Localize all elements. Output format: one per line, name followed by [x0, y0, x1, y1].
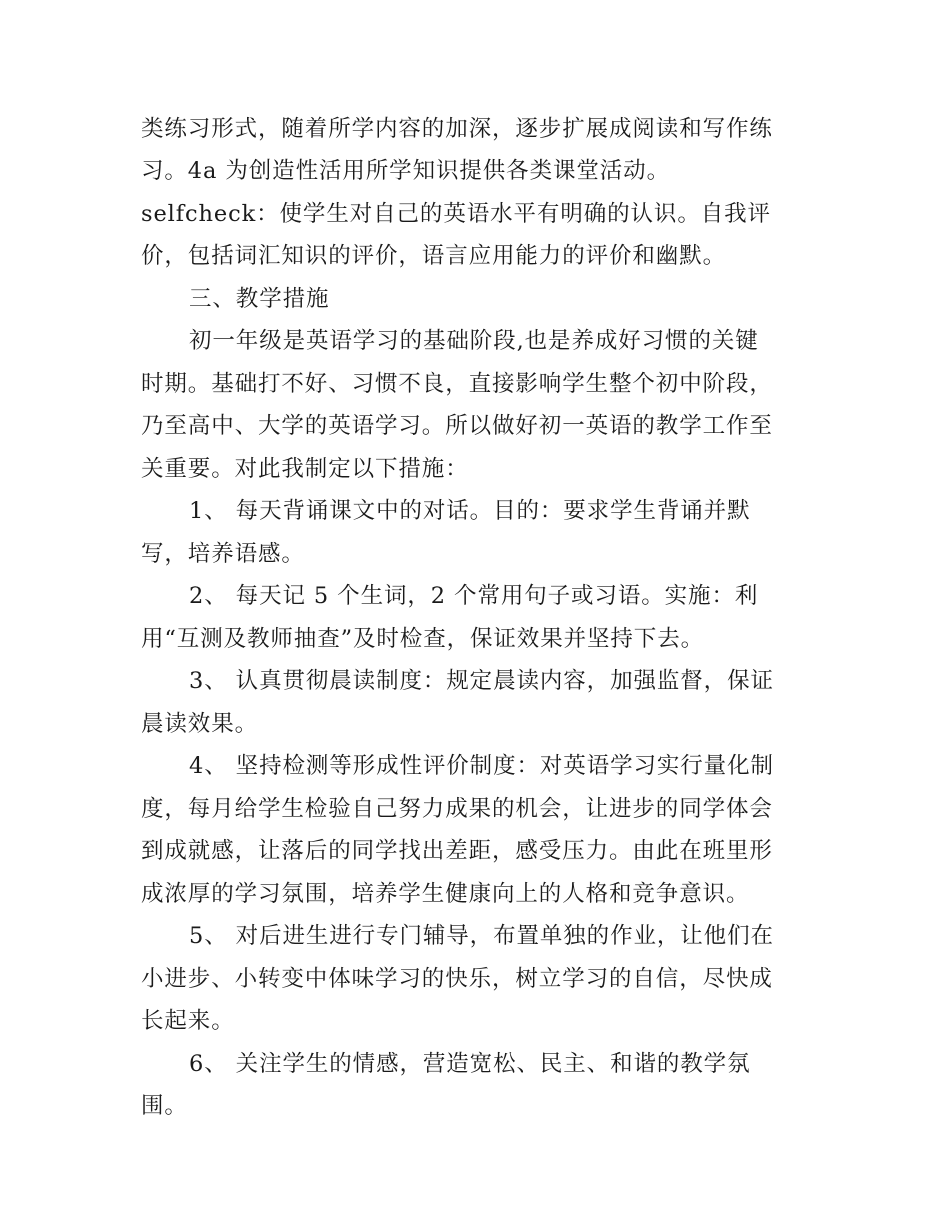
text-line: 用“互测及教师抽查”及时检查，保证效果并坚持下去。 [141, 626, 705, 652]
text-line: 初一年级是英语学习的基础阶段,也是养成好习惯的关键 [189, 328, 759, 354]
list-item-3: 3、 认真贯彻晨读制度：规定晨读内容，加强监督，保证 [189, 668, 774, 694]
text-line: 乃至高中、大学的英语学习。所以做好初一英语的教学工作至 [141, 413, 773, 439]
text-line: 习。4a 为创造性活用所学知识提供各类课堂活动。 [141, 158, 670, 184]
list-item-5: 5、 对后进生进行专门辅导，布置单独的作业，让他们在 [189, 923, 774, 949]
text-line: 小进步、小转变中体味学习的快乐，树立学习的自信，尽快成 [141, 966, 773, 992]
text-line: 围。 [141, 1093, 188, 1119]
list-item-2: 2、 每天记 5 个生词，2 个常用句子或习语。实施：利 [189, 583, 759, 609]
section-heading: 三、教学措施 [189, 286, 330, 312]
text-line: 成浓厚的学习氛围，培养学生健康向上的人格和竞争意识。 [141, 881, 750, 907]
text-line: 关重要。对此我制定以下措施： [141, 456, 469, 482]
text-line: selfcheck：使学生对自己的英语水平有明确的认识。自我评 [141, 201, 771, 227]
text-line: 写，培养语感。 [141, 541, 305, 567]
list-item-1: 1、 每天背诵课文中的对话。目的：要求学生背诵并默 [189, 498, 751, 524]
text-line: 类练习形式，随着所学内容的加深，逐步扩展成阅读和写作练 [141, 116, 773, 142]
text-line: 到成就感，让落后的同学找出差距，感受压力。由此在班里形 [141, 838, 773, 864]
text-line: 晨读效果。 [141, 711, 259, 737]
text-line: 时期。基础打不好、习惯不良，直接影响学生整个初中阶段， [141, 371, 773, 397]
text-line: 度，每月给学生检验自己努力成果的机会，让进步的同学体会 [141, 796, 773, 822]
list-item-4: 4、 坚持检测等形成性评价制度：对英语学习实行量化制 [189, 753, 774, 779]
text-line: 长起来。 [141, 1008, 235, 1034]
text-line: 价，包括词汇知识的评价，语言应用能力的评价和幽默。 [141, 243, 727, 269]
list-item-6: 6、 关注学生的情感，营造宽松、民主、和谐的教学氛 [189, 1051, 751, 1077]
